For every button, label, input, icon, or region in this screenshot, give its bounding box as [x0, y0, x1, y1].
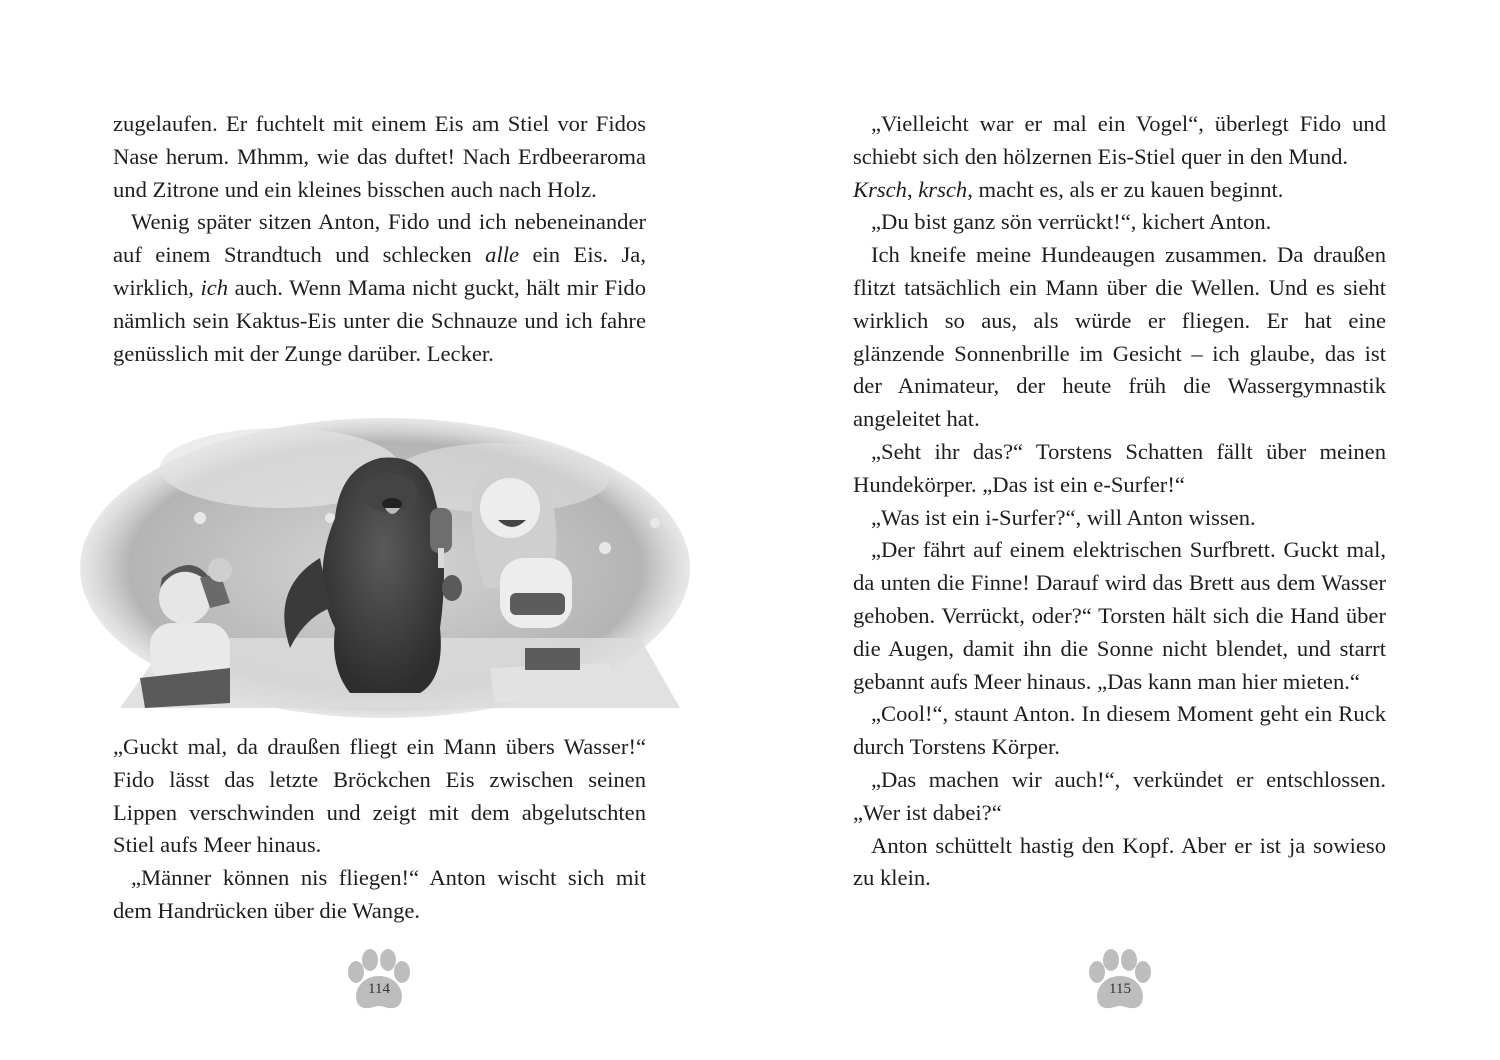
- paragraph-text: „Männer können nis fliegen!“ Anton wischt sich mit dem Handrücken über die Wange.: [113, 865, 646, 923]
- paragraph: [853, 206, 1386, 239]
- text-run: Wenig später sitzen Anton, Fido und ich nebeneinander auf einem Strandtuch und schlecken: [113, 209, 646, 268]
- text-run: auch. Wenn Mama nicht guckt, hält mir Fido nämlich sein Kaktus-Eis unter die Schnauze und ich fahre genüsslich mit der Zunge darüber. Lecker.: [113, 274, 646, 366]
- paragraph: [853, 502, 1386, 535]
- left-top-text: [113, 108, 646, 370]
- paragraph: [853, 108, 1386, 174]
- paragraph-text: „Du bist ganz sön verrückt!“, kichert Anton.: [871, 209, 1272, 235]
- right-page: [750, 0, 1500, 1060]
- page-number: 115: [1109, 981, 1131, 997]
- paragraph-text: „Cool!“, staunt Anton. In diesem Moment geht ein Ruck durch Torstens Körper.: [853, 701, 1386, 760]
- paragraph: [113, 108, 646, 206]
- paragraph-text: „Seht ihr das?“ Torstens Schatten fällt über meinen Hundekörper. „Das ist ein e-Surfer!“: [853, 438, 1386, 497]
- paragraph: [853, 830, 1386, 896]
- paragraph: [853, 698, 1386, 764]
- text-run: ein Eis. Ja, wirklich,: [113, 242, 646, 300]
- page-number-badge: [1085, 948, 1155, 1014]
- paragraph-text: „Vielleicht war er mal ein Vogel“, überlegt Fido und schiebt sich den hölzernen Eis-Stiel quer in den Mund.: [853, 111, 1386, 169]
- italic-text: ich: [200, 274, 229, 300]
- paragraph-text: Anton schüttelt hastig den Kopf. Aber er ist ja sowieso zu klein.: [853, 832, 1386, 891]
- page-number: 114: [368, 981, 390, 997]
- paragraph-text: „Guckt mal, da draußen fliegt ein Mann übers Wasser!“ Fido lässt das letzte Bröckchen Eis zwischen seinen Lippen verschwinden und zeigt mit dem abgelutschten Stiel aufs Meer hinaus.: [113, 734, 646, 858]
- paragraph-text: „Der fährt auf einem elektrischen Surfbrett. Guckt mal, da unten die Finne! Darauf wird das Brett aus dem Wasser gehoben. Verrückt, oder?“ Torsten hält sich die Hand über die Augen, damit ihn die Sonne nicht blendet, und starrt gebannt aufs Meer hinaus. „Das kann man hier mieten.“: [853, 537, 1386, 694]
- paragraph-text: „Das machen wir auch!“, verkündet er entschlossen. „Wer ist dabei?“: [853, 766, 1386, 825]
- paragraph: [853, 239, 1386, 436]
- text-run: ,: [906, 176, 919, 202]
- paragraph: [113, 731, 646, 862]
- page-number-badge: [344, 948, 414, 1014]
- italic-text: alle: [485, 242, 520, 268]
- paragraph-text: „Was ist ein i-Surfer?“, will Anton wissen.: [871, 504, 1256, 530]
- paragraph: [853, 174, 1386, 207]
- paragraph: [113, 206, 646, 370]
- popsicle: [430, 508, 452, 553]
- left-bottom-text: [113, 731, 646, 928]
- right-text: [853, 108, 1386, 895]
- paragraph: [853, 764, 1386, 830]
- beach-illustration: [80, 408, 690, 728]
- paragraph: [113, 862, 646, 928]
- paragraph-text: Ich kneife meine Hundeaugen zusammen. Da draußen flitzt tatsächlich ein Mann über die Wellen. Und es sieht wirklich so aus, als würde er fliegen. Er hat eine glänzende Sonnenbrille im Gesicht – ich glaube, das ist der Animateur, der heute früh die Wassergymnastik angeleitet hat.: [853, 242, 1386, 432]
- italic-text: krsch: [918, 176, 968, 202]
- paragraph-text: zugelaufen. Er fuchtelt mit einem Eis am Stiel vor Fidos Nase herum. Mhmm, wie das duftet! Nach Erdbeeraroma und Zitrone und ein kleines bisschen auch nach Holz.: [113, 111, 646, 202]
- paragraph: [853, 534, 1386, 698]
- text-run: , macht es, als er zu kauen beginnt.: [967, 176, 1284, 202]
- paragraph: [853, 436, 1386, 502]
- italic-text: Krsch: [853, 176, 907, 202]
